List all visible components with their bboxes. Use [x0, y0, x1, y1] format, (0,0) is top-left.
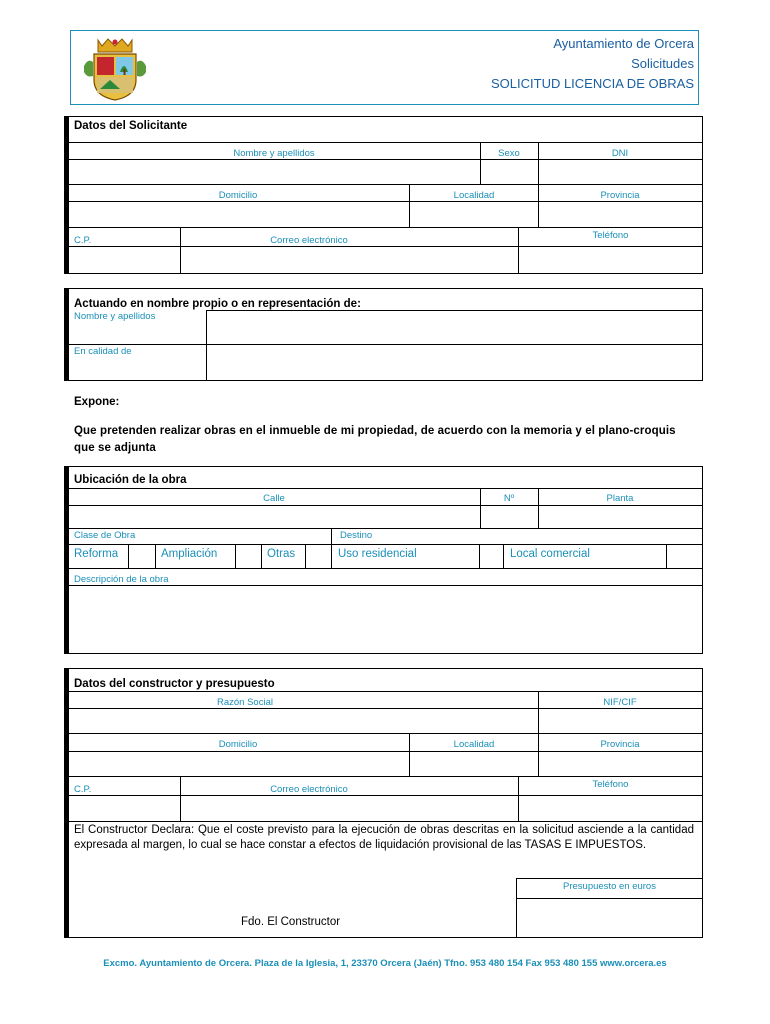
builder-section-title: Datos del constructor y presupuesto	[74, 678, 275, 690]
location-street-label: Calle	[263, 493, 285, 504]
applicant-sex-label: Sexo	[498, 148, 520, 159]
representation-name-label: Nombre y apellidos	[74, 311, 156, 322]
builder-address-label: Domicilio	[218, 739, 258, 750]
reform-label: Reforma	[74, 548, 119, 560]
builder-town-field[interactable]	[410, 752, 538, 776]
applicant-email-label: Correo electrónico	[270, 235, 348, 246]
work-class-label: Clase de Obra	[74, 530, 136, 541]
destination-label: Destino	[340, 530, 373, 541]
builder-company-field[interactable]	[68, 709, 538, 733]
builder-postal-label: C.P.	[74, 784, 92, 795]
location-section-title: Ubicación de la obra	[74, 474, 187, 486]
applicant-sex-field[interactable]	[481, 160, 538, 184]
representation-capacity-field[interactable]	[207, 345, 702, 380]
applicant-postal-label: C.P.	[74, 235, 92, 246]
applicant-phone-field[interactable]	[519, 247, 702, 272]
budget-field[interactable]	[517, 899, 702, 937]
builder-signature-label: Fdo. El Constructor	[241, 916, 341, 928]
header-form-title: SOLICITUD LICENCIA DE OBRAS	[491, 76, 694, 91]
builder-nif-field[interactable]	[539, 709, 702, 733]
builder-phone-field[interactable]	[519, 796, 702, 821]
commercial-label: Local comercial	[510, 548, 590, 560]
applicant-town-label: Localidad	[453, 190, 495, 201]
builder-province-field[interactable]	[539, 752, 702, 776]
applicant-email-field[interactable]	[181, 247, 518, 272]
applicant-address-label: Domicilio	[218, 190, 258, 201]
builder-address-field[interactable]	[68, 752, 408, 776]
applicant-dni-field[interactable]	[539, 160, 702, 184]
builder-nif-label: NIF/CIF	[603, 697, 637, 708]
footer-address: Excmo. Ayuntamiento de Orcera. Plaza de la Iglesia, 1, 23370 Orcera (Jaén) Tfno. 953 480 154 Fax 953 480 155 www.orcera.es	[103, 958, 667, 969]
description-label: Descripción de la obra	[74, 574, 169, 585]
commercial-checkbox[interactable]	[667, 545, 702, 567]
applicant-section-title: Datos del Solicitante	[74, 120, 188, 132]
builder-town-label: Localidad	[453, 739, 495, 750]
applicant-name-label: Nombre y apellidos	[233, 148, 315, 159]
applicant-address-field[interactable]	[68, 202, 408, 227]
location-street-field[interactable]	[68, 506, 480, 528]
extension-checkbox[interactable]	[236, 545, 261, 567]
header-org: Ayuntamiento de Orcera	[553, 36, 694, 51]
builder-company-label: Razón Social	[217, 697, 273, 708]
representation-name-field[interactable]	[207, 311, 702, 344]
others-checkbox[interactable]	[306, 545, 331, 567]
applicant-postal-field[interactable]	[68, 247, 180, 272]
coat-of-arms-logo	[84, 36, 146, 102]
location-number-field[interactable]	[481, 506, 538, 528]
applicant-dni-label: DNI	[611, 148, 629, 159]
applicant-province-field[interactable]	[539, 202, 702, 227]
representation-section-title: Actuando en nombre propio o en representación de:	[74, 298, 361, 310]
location-number-label: Nº	[503, 493, 515, 504]
residential-checkbox[interactable]	[480, 545, 503, 567]
location-floor-field[interactable]	[539, 506, 702, 528]
applicant-town-field[interactable]	[410, 202, 538, 227]
builder-email-field[interactable]	[181, 796, 518, 821]
builder-province-label: Provincia	[600, 739, 640, 750]
applicant-name-field[interactable]	[68, 160, 480, 184]
location-floor-label: Planta	[606, 493, 634, 504]
builder-declaration: El Constructor Declara: Que el coste previsto para la ejecución de obras descritas en la solicitud asciende a la cantidad expresada al margen, lo cual se hace constar a efectos de liquidación provisional de las TASAS E IMPUESTOS.	[74, 824, 694, 851]
reform-checkbox[interactable]	[129, 545, 155, 567]
description-field[interactable]	[68, 586, 702, 653]
applicant-phone-label: Teléfono	[592, 230, 629, 241]
builder-email-label: Correo electrónico	[270, 784, 348, 795]
builder-phone-label: Teléfono	[592, 779, 629, 790]
expone-text: Que pretenden realizar obras en el inmueble de mi propiedad, de acuerdo con la memoria y el plano-croquis que se adjunta	[74, 425, 676, 454]
expone-title: Expone:	[74, 396, 120, 408]
header-section: Solicitudes	[631, 56, 694, 71]
budget-label: Presupuesto en euros	[563, 881, 656, 892]
extension-label: Ampliación	[161, 548, 218, 560]
representation-capacity-label: En calidad de	[74, 346, 132, 357]
applicant-province-label: Provincia	[600, 190, 640, 201]
residential-label: Uso residencial	[338, 548, 417, 560]
builder-postal-field[interactable]	[68, 796, 180, 821]
others-label: Otras	[267, 548, 296, 560]
